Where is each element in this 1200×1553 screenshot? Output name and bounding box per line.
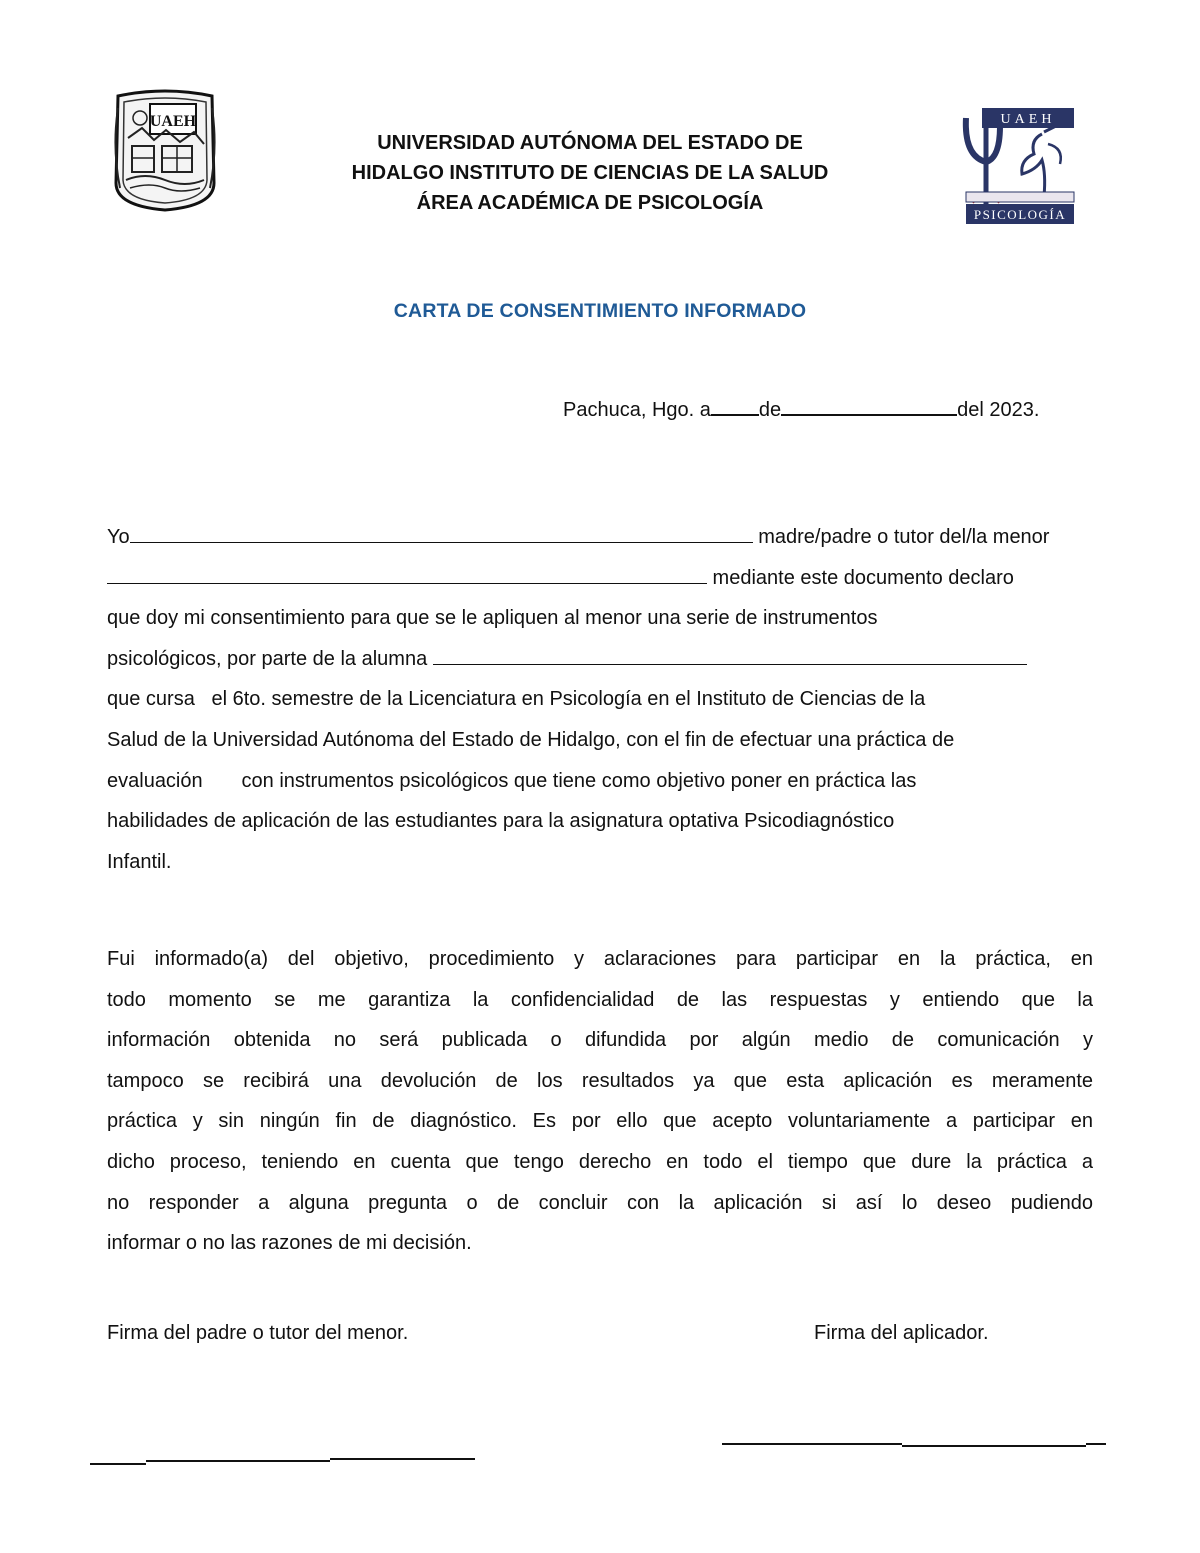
- date-suffix: del 2023.: [957, 399, 1040, 421]
- para1-line-1: [107, 517, 1107, 558]
- para1-line-7: evaluación con instrumentos psicológicos que tiene como objetivo poner en práctica las: [107, 769, 917, 792]
- parent-name-blank[interactable]: [130, 524, 753, 543]
- document-title: CARTA DE CONSENTIMIENTO INFORMADO: [393, 300, 807, 322]
- para1-line-2: [107, 558, 1107, 599]
- para2-line-5: práctica y sin ningún fin de diagnóstico. Es por ello que acepto voluntariamente a participar en: [107, 1110, 1093, 1133]
- uaeh-seal-logo: [110, 88, 220, 213]
- para2-line-8: informar o no las razones de mi decisión.: [107, 1232, 472, 1255]
- student-name-blank[interactable]: [433, 646, 1027, 665]
- parent-signature-line-seg-2: [146, 1460, 330, 1462]
- parent-signature-label: Firma del padre o tutor del menor.: [107, 1322, 409, 1344]
- parent-signature-line-seg-1: [90, 1463, 146, 1465]
- para1-line4-text: psicológicos, por parte de la alumna: [107, 647, 433, 670]
- psicologia-logo-top-text: UAEH: [1000, 112, 1056, 127]
- psicologia-area-logo: [960, 104, 1078, 228]
- para1-line-6: Salud de la Universidad Autónoma del Estado de Hidalgo, con el fin de efectuar una práctica de: [107, 728, 955, 751]
- date-middle: de: [758, 399, 782, 421]
- minor-name-blank[interactable]: [107, 565, 707, 584]
- para1-line2-text: mediante este documento declaro: [707, 566, 1014, 589]
- psicologia-logo-bottom-text: PSICOLOGÍA: [973, 207, 1067, 222]
- para2-line-4: tampoco se recibirá una devolución de los resultados ya que esta aplicación es meramente: [107, 1069, 1093, 1092]
- applicator-signature-line-seg-1: [722, 1443, 902, 1445]
- month-blank[interactable]: [781, 395, 957, 416]
- para1-line-9: Infantil.: [107, 850, 172, 873]
- para2-line-2: todo momento se me garantiza la confidencialidad de las respuestas y entiendo que la: [107, 988, 1093, 1011]
- yo-label: Yo: [107, 526, 130, 548]
- para2-line-1: Fui informado(a) del objetivo, procedimiento y aclaraciones para participar en la práctica, en: [107, 948, 1093, 970]
- para1-line-4: [107, 639, 1107, 680]
- para1-line-3: que doy mi consentimiento para que se le apliquen al menor una serie de instrumentos: [107, 607, 878, 630]
- heading-line-3: ÁREA ACADÉMICA DE PSICOLOGÍA: [416, 192, 764, 214]
- date-line: [563, 395, 1039, 422]
- para1-line-5: que cursa el 6to. semestre de la Licenciatura en Psicología en el Instituto de Ciencias de la: [107, 688, 926, 711]
- day-blank[interactable]: [711, 395, 759, 416]
- consent-paragraph-1: [107, 517, 1107, 882]
- para2-line-6: dicho proceso, teniendo en cuenta que tengo derecho en todo el tiempo que dure la práctica a: [107, 1150, 1093, 1173]
- para2-line-3: información obtenida no será publicada o difundida por algún medio de comunicación y: [107, 1029, 1093, 1052]
- para1-line1-text: madre/padre o tutor del/la menor: [752, 526, 1050, 548]
- applicator-signature-label: Firma del aplicador.: [814, 1322, 989, 1344]
- applicator-signature-line-seg-2: [902, 1445, 1086, 1447]
- consent-paragraph-2: [107, 939, 1093, 1264]
- para2-line-7: no responder a alguna pregunta o de concluir con la aplicación si así lo deseo pudiendo: [107, 1191, 1093, 1214]
- uaeh-logo-text: UAEH: [149, 113, 197, 130]
- para1-line-8: habilidades de aplicación de las estudiantes para la asignatura optativa Psicodiagnóstico: [107, 810, 895, 833]
- heading-line-1: UNIVERSIDAD AUTÓNOMA DEL ESTADO DE: [377, 132, 803, 154]
- date-prefix: Pachuca, Hgo. a: [563, 399, 711, 421]
- applicator-signature-line-seg-3: [1086, 1443, 1106, 1445]
- heading-line-2: HIDALGO INSTITUTO DE CIENCIAS DE LA SALUD: [351, 162, 829, 184]
- parent-signature-line-seg-3: [330, 1458, 475, 1460]
- institution-heading: [230, 128, 950, 218]
